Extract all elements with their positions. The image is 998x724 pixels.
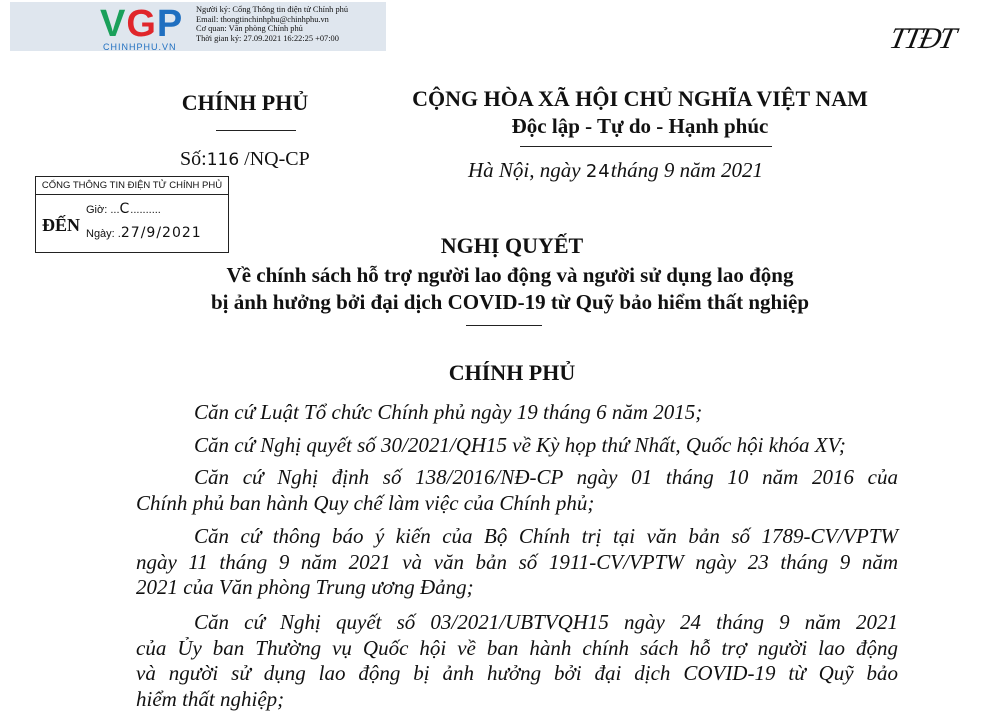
nation-name: CỘNG HÒA XÃ HỘI CHỦ NGHĨA VIỆT NAM	[412, 86, 868, 111]
government-heading: CHÍNH PHỦ	[448, 360, 576, 385]
handwritten-mark: TTĐT	[886, 22, 958, 55]
document-number: Số:116 /NQ-CP	[180, 148, 310, 170]
sign-time-line: Thời gian ký: 27.09.2021 16:22:25 +07:00	[196, 33, 339, 43]
issuer-name: CHÍNH PHỦ	[181, 90, 309, 115]
national-motto: Độc lập - Tự do - Hạnh phúc	[511, 114, 769, 138]
stamp-title: CỔNG THÔNG TIN ĐIỆN TỬ CHÍNH PHỦ	[36, 177, 228, 195]
stamp-date-value: 27/9/2021	[120, 225, 202, 241]
motto-underline	[520, 146, 772, 147]
signer-line: Người ký: Cổng Thông tin điện tử Chính phủ	[196, 5, 349, 14]
stamp-date-row: Ngày: .27/9/2021	[86, 225, 202, 241]
vgp-logo: VGP	[100, 3, 184, 45]
preamble-paragraph: Căn cứ Nghị quyết số 30/2021/QH15 về Kỳ họp thứ Nhất, Quốc hội khóa XV;	[194, 433, 846, 457]
received-stamp	[35, 176, 229, 253]
document-title-line-2: bị ảnh hưởng bởi đại dịch COVID-19 từ Quỹ bảo hiểm thất nghiệp	[210, 290, 810, 314]
document-type: NGHỊ QUYẾT	[440, 233, 584, 258]
signature-details	[196, 5, 348, 43]
place-date: Hà Nội, ngày 24tháng 9 năm 2021	[468, 158, 763, 182]
preamble-paragraph: Căn cứ Nghị quyết số 03/2021/UBTVQH15 ngày 24 tháng 9 năm 2021 của Ủy ban Thường vụ Quốc hội về ban hành chính sách hỗ trợ người lao động và người sử dụng lao động bị ảnh hưởng bởi đại dịch COVID-19 từ Quỹ bảo hiểm thất nghiệp;	[136, 610, 898, 711]
stamp-den-label: ĐẾN	[42, 215, 81, 235]
preamble-paragraph: Căn cứ Nghị định số 138/2016/NĐ-CP ngày 01 tháng 10 năm 2016 của Chính phủ ban hành Quy chế làm việc của Chính phủ;	[136, 465, 898, 515]
title-underline	[466, 325, 542, 326]
agency-line: Cơ quan: Văn phòng Chính phủ	[196, 24, 303, 34]
vgp-logo-subtitle: CHINHPHU.VN	[103, 42, 177, 52]
stamp-time-value: C	[119, 201, 131, 217]
issuer-underline	[216, 130, 296, 131]
document-title-line-1: Về chính sách hỗ trợ người lao động và người sử dụng lao động	[226, 263, 794, 287]
stamp-time-row: Giờ: ...C..........	[86, 201, 161, 217]
preamble-paragraph: Căn cứ thông báo ý kiến của Bộ Chính trị tại văn bản số 1789-CV/VPTW ngày 11 tháng 9 năm 2021 và văn bản số 1911-CV/VPTW ngày 23 tháng 9 năm 2021 của Văn phòng Trung ương Đảng;	[136, 524, 898, 599]
email-line: Email: thongtinchinhphu@chinhphu.vn	[196, 14, 329, 24]
preamble-paragraph: Căn cứ Luật Tổ chức Chính phủ ngày 19 tháng 6 năm 2015;	[194, 400, 703, 424]
